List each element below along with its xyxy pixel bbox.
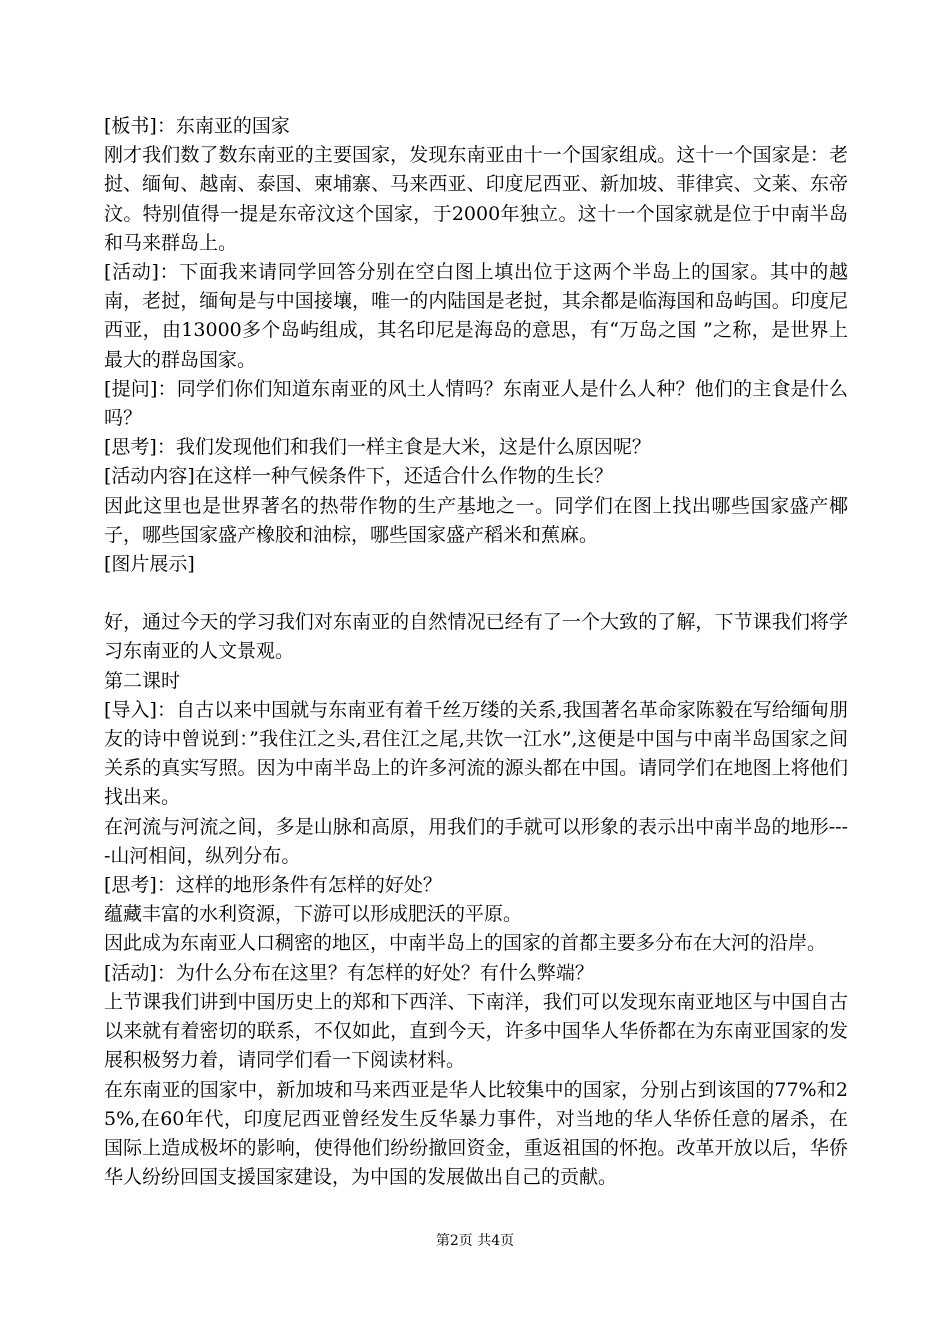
paragraph-activity-crops: [活动内容]在这样一种气候条件下，还适合什么作物的生长？ [104,465,613,488]
paragraph-think-rice: [思考]：我们发现他们和我们一样主食是大米，这是什么原因呢？ [104,436,651,459]
page-body [104,112,848,1192]
paragraph-water-resources: 蕴藏丰富的水利资源，下游可以形成肥沃的平原。 [104,903,523,926]
paragraph-eleven-countries: 刚才我们数了数东南亚的主要国家，发现东南亚由十一个国家组成。这十一个国家是：老挝、缅甸、越南、泰国、柬埔寨、马来西亚、印度尼西亚、新加坡、菲律宾、文莱、东帝汶。特别值得一提是东帝汶这个国家，于2000年独立。这十一个国家就是位于中南半岛和马来群岛上。 [104,144,848,254]
paragraph-introduction: [导入]：自古以来中国就与东南亚有着千丝万缕的关系,我国著名革命家陈毅在写给缅甸朋友的诗中曾说到：”我住江之头,君住江之尾,共饮一江水”,这便是中国与中南半岛国家之间关系的真实写照。因为中南半岛上的许多河流的源头都在中国。请同学们在地图上将他们找出来。 [104,698,848,809]
paragraph-zheng-he: 上节课我们讲到中国历史上的郑和下西洋、下南洋，我们可以发现东南亚地区与中国自古以来就有着密切的联系，不仅如此，直到今天，许多中国华人华侨都在为东南亚国家的发展积极努力着，请同学们看一下阅读材料。 [104,990,848,1072]
paragraph-tropical-crops: 因此这里也是世界著名的热带作物的生产基地之一。同学们在图上找出哪些国家盛产椰子，哪些国家盛产橡胶和油棕，哪些国家盛产稻米和蕉麻。 [104,494,848,546]
paragraph-summary: 好，通过今天的学习我们对东南亚的自然情况已经有了一个大致的了解，下节课我们将学习东南亚的人文景观。 [104,611,848,663]
blank-line [104,579,848,608]
heading-board-countries: [板书]：东南亚的国家 [104,115,290,137]
paragraph-overseas-chinese: 在东南亚的国家中，新加坡和马来西亚是华人比较集中的国家，分别占到该国的77%和25%,在60年代，印度尼西亚曾经发生反华暴力事件，对当地的华人华侨任意的屠杀，在国际上造成极坏的影响，使得他们纷纷撤回资金，重返祖国的怀抱。改革开放以后，华侨华人纷纷回国支援国家建设，为中国的发展做出自己的贡献。 [104,1078,848,1189]
paragraph-think-terrain: [思考]：这样的地形条件有怎样的好处？ [104,874,442,897]
section-title-second-lesson: 第二课时 [104,669,181,692]
paragraph-activity-map: [活动]：下面我来请同学回答分别在空白图上填出位于这两个半岛上的国家。其中的越南，老挝，缅甸是与中国接壤，唯一的内陆国是老挝，其余都是临海国和岛屿国。印度尼西亚，由13000多个岛屿组成，其名印尼是海岛的意思，有“万岛之国 ”之称，是世界上最大的群岛国家。 [104,261,848,371]
paragraph-activity-distribution: [活动]：为什么分布在这里？有怎样的好处？有什么弊端？ [104,961,594,984]
paragraph-question-customs: [提问]：同学们你们知道东南亚的风土人情吗？东南亚人是什么人种？他们的主食是什么吗？ [104,377,848,430]
paragraph-population: 因此成为东南亚人口稠密的地区，中南半岛上的国家的首都主要多分布在大河的沿岸。 [104,932,827,955]
paragraph-picture-display: [图片展示] [104,553,195,576]
paragraph-terrain: 在河流与河流之间，多是山脉和高原，用我们的手就可以形象的表示出中南半岛的地形----山河相间，纵列分布。 [104,815,848,867]
page-number-footer: 第2页 共4页 [435,1233,515,1249]
